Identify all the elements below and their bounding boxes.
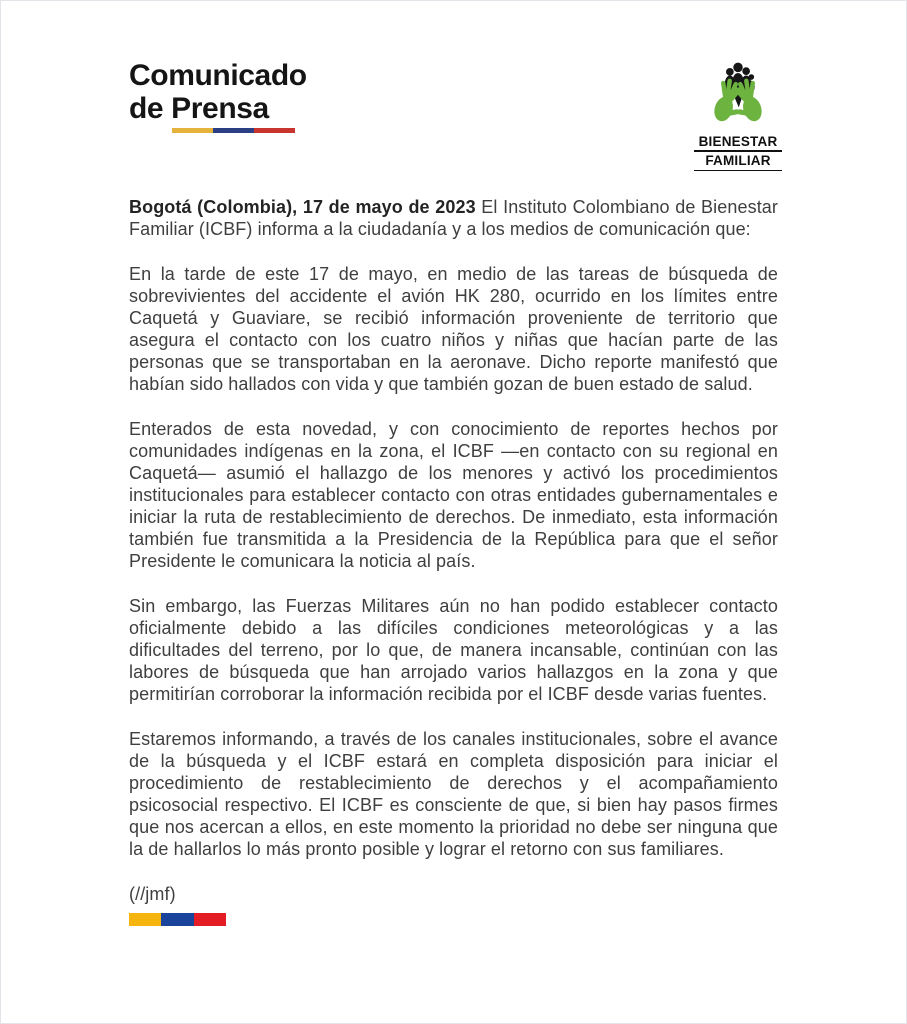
hands-family-icon [701,61,775,133]
document-header [1,1,906,172]
paragraph-dateline [129,196,778,240]
colombia-flag-footer-bar [129,913,226,926]
footer-flag-blue-segment [161,913,193,926]
logo-word-bienestar: BIENESTAR [698,134,778,149]
dateline: Bogotá (Colombia), 17 de mayo de 2023 [129,197,476,217]
title-line-1: Comunicado [129,59,307,92]
icbf-logo [692,61,784,172]
flag-blue-segment [213,128,254,133]
flag-red-segment [254,128,295,133]
logo-divider-line [694,150,782,152]
colombia-flag-underline [172,128,295,133]
footer-flag-red-segment [194,913,226,926]
title-block [129,59,307,133]
paragraph-4: Estaremos informando, a través de los canales institucionales, sobre el avance de la búsqueda y el ICBF estará en completa disposición para iniciar el procedimiento de restablecimiento de derechos y el acompañamiento psicosocial respectivo. El ICBF es consciente de que, si bien hay pasos firmes que nos acercan a ellos, en este momento la prioridad no debe ser ninguna que la de hallarlos lo más pronto posible y lograr el retorno con sus familiares. [129,729,778,859]
logo-word-familiar: FAMILIAR [705,152,771,168]
logo-wordmark [692,134,784,171]
paragraph-2: Enterados de esta novedad, y con conocimiento de reportes hechos por comunidades indígenas en la zona, el ICBF —en contacto con su regional en Caquetá— asumió el hallazgo de los menores y activó los procedimientos institucionales para establecer contacto con otras entidades gubernamentales e iniciar la ruta de restablecimiento de derechos. De inmediato, esta información también fue transmitida a la Presidencia de la República para que el señor Presidente le comunicara la noticia al país. [129,419,778,571]
intro-text: El Instituto Colombiano de Bienestar Familiar (ICBF) informa a la ciudadanía y a los medios de comunicación que: [129,197,778,239]
signoff: (//jmf) [129,884,176,904]
flag-yellow-segment [172,128,213,133]
logo-bottom-line [694,170,782,172]
page-title [129,59,307,125]
paragraph-1: En la tarde de este 17 de mayo, en medio de las tareas de búsqueda de sobrevivientes del accidente el avión HK 280, ocurrido en los límites entre Caquetá y Guaviare, se recibió información proveniente de territorio que asegura el contacto con los cuatro niños y niñas que hacían parte de las personas que se transportaban en la aeronave. Dicho reporte manifestó que habían sido hallados con vida y que también gozan de buen estado de salud. [129,264,778,394]
footer-flag-yellow-segment [129,913,161,926]
paragraph-3: Sin embargo, las Fuerzas Militares aún no han podido establecer contacto oficialmente debido a las difíciles condiciones meteorológicas y a las dificultades del terreno, por lo que, de manera incansable, continúan con las labores de búsqueda que han arrojado varios hallazgos en la zona y que permitirían corroborar la información recibida por el ICBF desde varias fuentes. [129,596,778,704]
document-body [1,172,906,926]
title-line-2: de Prensa [129,92,269,125]
